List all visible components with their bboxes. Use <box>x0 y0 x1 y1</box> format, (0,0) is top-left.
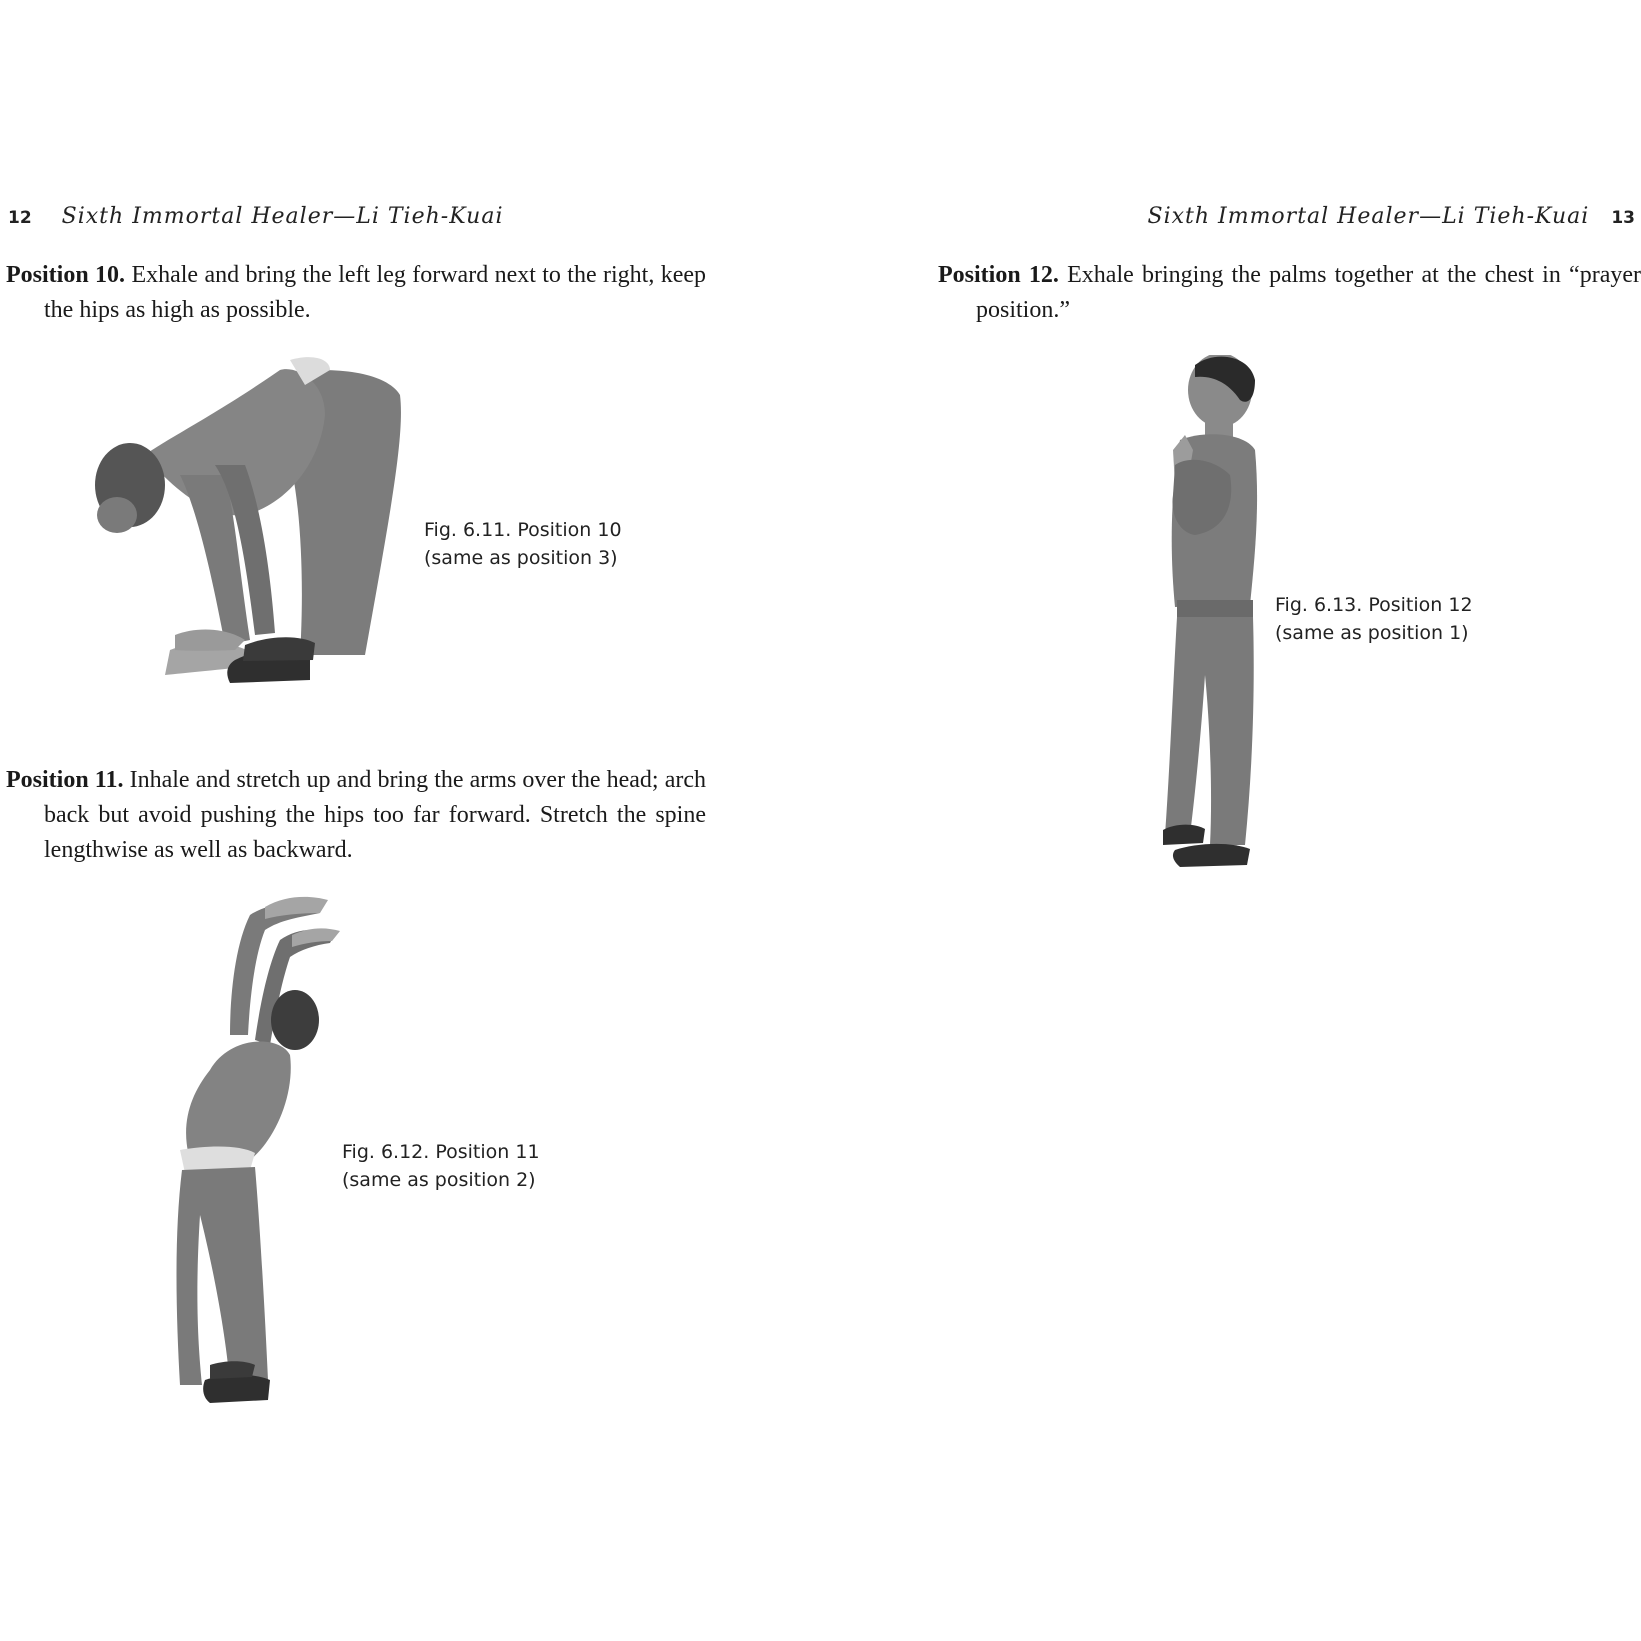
running-head-title: Sixth Immortal Healer—Li Tieh-Kuai <box>1147 204 1590 229</box>
left-page <box>0 0 820 1641</box>
caption-line: Fig. 6.12. Position 11 <box>342 1141 540 1163</box>
forward-fold-photo <box>85 355 415 725</box>
paragraph-text: Inhale and stretch up and bring the arms over the head; arch back but avoid pushing the hips too far forward. Stretch the spine lengthwise as well as backward. <box>44 767 707 863</box>
caption-line: (same as position 3) <box>424 547 618 569</box>
paragraph-position-11 <box>6 763 706 868</box>
running-head-right <box>1148 204 1636 229</box>
page-number: 13 <box>1611 208 1635 228</box>
running-head-title: Sixth Immortal Healer—Li Tieh-Kuai <box>61 204 504 229</box>
paragraph-position-10 <box>6 258 706 328</box>
caption-fig-6-13 <box>1275 591 1473 647</box>
caption-fig-6-12 <box>342 1138 540 1194</box>
caption-line: Fig. 6.13. Position 12 <box>1275 594 1473 616</box>
figure-back-arch <box>170 895 350 1435</box>
paragraph-text: Exhale and bring the left leg forward next to the right, keep the hips as high as possible. <box>44 262 707 323</box>
paragraph-text: Exhale bringing the palms together at the chest in “prayer position.” <box>976 262 1641 323</box>
right-page <box>820 0 1641 1641</box>
caption-line: (same as position 2) <box>342 1169 536 1191</box>
prayer-position-photo <box>1135 355 1275 895</box>
back-arch-photo <box>170 895 350 1435</box>
running-head-left <box>8 204 504 229</box>
figure-forward-fold <box>85 355 415 725</box>
caption-line: Fig. 6.11. Position 10 <box>424 519 622 541</box>
figure-prayer-position <box>1135 355 1275 895</box>
paragraph-lead: Position 10. <box>6 262 126 288</box>
paragraph-lead: Position 12. <box>938 262 1059 288</box>
page-number: 12 <box>8 208 32 228</box>
caption-line: (same as position 1) <box>1275 622 1469 644</box>
paragraph-lead: Position 11. <box>6 767 124 793</box>
caption-fig-6-11 <box>424 516 622 572</box>
paragraph-position-12 <box>938 258 1641 328</box>
